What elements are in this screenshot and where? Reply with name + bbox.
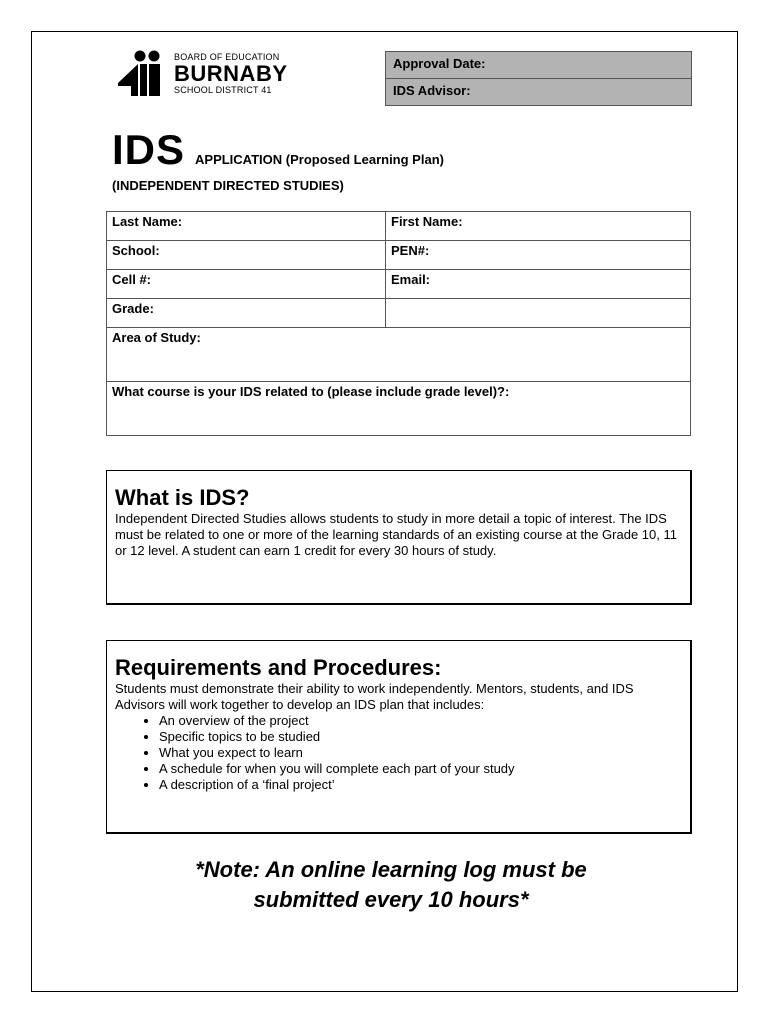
note-line-1: *Note: An online learning log must be bbox=[195, 857, 587, 882]
list-item: • An overview of the project bbox=[159, 713, 682, 729]
learning-log-note bbox=[106, 855, 676, 915]
list-item: • Specific topics to be studied bbox=[159, 729, 682, 745]
list-item: • A description of a ‘final project’ bbox=[159, 777, 682, 793]
first-name-field[interactable]: First Name: bbox=[386, 212, 691, 241]
title-application: APPLICATION (Proposed Learning Plan) bbox=[195, 152, 444, 167]
student-info-form bbox=[106, 211, 691, 436]
logo-line-board: BOARD OF EDUCATION bbox=[174, 52, 280, 62]
approval-date-field[interactable]: Approval Date: bbox=[386, 52, 692, 79]
requirements-list bbox=[115, 713, 682, 793]
title-ids: IDS bbox=[112, 126, 186, 173]
empty-cell bbox=[386, 299, 691, 328]
note-line-2: submitted every 10 hours* bbox=[253, 887, 529, 912]
ids-advisor-field[interactable]: IDS Advisor: bbox=[386, 79, 692, 106]
cell-field[interactable]: Cell #: bbox=[107, 270, 386, 299]
related-course-field[interactable]: What course is your IDS related to (please include grade level)?: bbox=[107, 382, 691, 436]
what-is-ids-box bbox=[106, 470, 692, 605]
area-of-study-field[interactable]: Area of Study: bbox=[107, 328, 691, 382]
logo-line-district: SCHOOL DISTRICT 41 bbox=[174, 85, 272, 95]
what-is-ids-body: Independent Directed Studies allows students to study in more detail a topic of interest. The IDS must be related to one or more of the learning standards of an existing course at the Grade 10, 11 or 12 level. A student can earn 1 credit for every 30 hours of study. bbox=[115, 511, 677, 558]
grade-field[interactable]: Grade: bbox=[107, 299, 386, 328]
list-item: • A schedule for when you will complete each part of your study bbox=[159, 761, 682, 777]
logo-line-burnaby: BURNABY bbox=[174, 61, 288, 86]
last-name-field[interactable]: Last Name: bbox=[107, 212, 386, 241]
what-is-ids-heading: What is IDS? bbox=[115, 485, 250, 510]
page-title bbox=[112, 126, 444, 174]
list-item: • What you expect to learn bbox=[159, 745, 682, 761]
requirements-body: Students must demonstrate their ability to work independently. Mentors, students, and IDS Advisors will work together to develop an IDS plan that includes: bbox=[115, 681, 634, 712]
pen-field[interactable]: PEN#: bbox=[386, 241, 691, 270]
email-field[interactable]: Email: bbox=[386, 270, 691, 299]
approval-box bbox=[385, 51, 692, 106]
page-subtitle: (INDEPENDENT DIRECTED STUDIES) bbox=[112, 178, 344, 193]
requirements-heading: Requirements and Procedures: bbox=[115, 655, 442, 680]
logo-text bbox=[174, 53, 288, 95]
school-field[interactable]: School: bbox=[107, 241, 386, 270]
requirements-box bbox=[106, 640, 692, 834]
